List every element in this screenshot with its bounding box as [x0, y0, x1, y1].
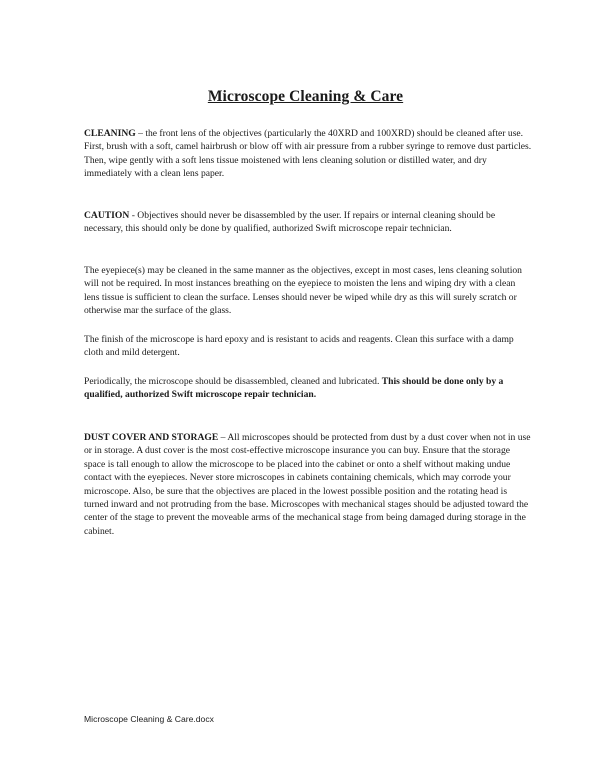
document-footer: Microscope Cleaning & Care.docx [84, 714, 214, 724]
caution-text: - Objectives should never be disassembled by the user. If repairs or internal cleaning should be necessary, this should only be done by qualified, authorized Swift microscope repair technician. [84, 210, 496, 235]
cleaning-paragraph [84, 127, 532, 181]
cleaning-heading: CLEANING [84, 128, 136, 139]
dust-cover-text: – All microscopes should be protected from dust by a dust cover when not in use or in storage. A dust cover is the most cost-effective microscope insurance you can buy. Ensure that the storage space is tall enough to allow the microscope to be placed into the cabinet or onto a shelf without making undue contact with the eyepieces. Never store microscopes in cabinets containing chemicals, which may corrode your microscope. Also, be sure that the objectives are placed in the lowest possible position and the rotating head is turned inward and not protruding from the base. Microscopes with mechanical stages should be adjusted toward the center of the stage to prevent the moveable arms of the mechanical stage from being damaged during storage in the cabinet. [84, 432, 531, 537]
eyepiece-paragraph: The eyepiece(s) may be cleaned in the same manner as the objectives, except in most cases, lens cleaning solution will not be required. In most instances breathing on the eyepiece to moisten the lens and wiping dry with a clean lens tissue is sufficient to clean the surface. Lenses should never be wiped while dry as this will surely scratch or otherwise mar the surface of the glass. [84, 265, 522, 317]
caution-heading: CAUTION [84, 210, 130, 221]
dust-cover-paragraph [84, 431, 532, 538]
periodic-emphasis: This should be done only by a qualified, authorized Swift microscope repair technician. [84, 376, 504, 401]
finish-paragraph: The finish of the microscope is hard epoxy and is resistant to acids and reagents. Clean this surface with a damp cloth and mild detergent. [84, 334, 514, 359]
dust-cover-heading: DUST COVER AND STORAGE [84, 432, 219, 443]
periodic-paragraph [84, 375, 532, 402]
page-title: Microscope Cleaning & Care [207, 88, 404, 105]
cleaning-text: – the front lens of the objectives (particularly the 40XRD and 100XRD) should be cleaned after use. First, brush with a soft, camel hairbrush or blow off with air pressure from a rubber syringe to remove dust particles. Then, wipe gently with a soft lens tissue moistened with lens cleaning solution or distilled water, and dry immediately with a clean lens paper. [84, 128, 532, 180]
periodic-text: Periodically, the microscope should be disassembled, cleaned and lubricated. [84, 376, 382, 387]
caution-paragraph [84, 209, 532, 236]
